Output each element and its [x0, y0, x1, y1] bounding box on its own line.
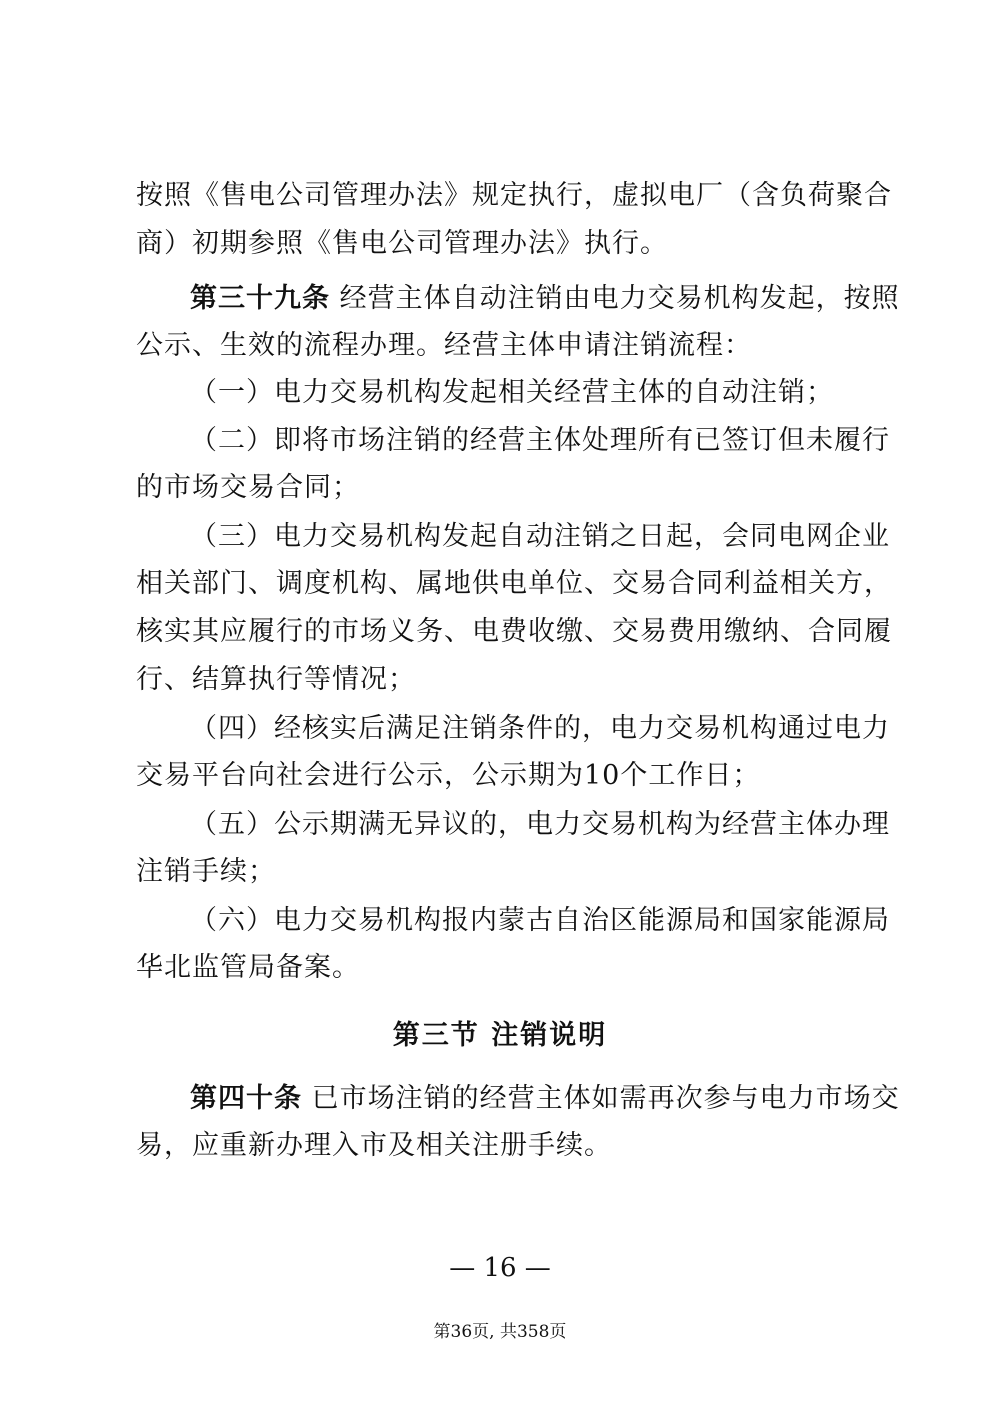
text-line: 按照《售电公司管理办法》规定执行，虚拟电厂（含负荷聚合 [136, 180, 892, 211]
list-item-3: （三）电力交易机构发起自动注销之日起，会同电网企业 [190, 521, 890, 552]
list-item-6: （六）电力交易机构报内蒙古自治区能源局和国家能源局 [190, 905, 890, 936]
text-line: 行、结算执行等情况； [136, 664, 416, 695]
article-39-line [190, 275, 900, 323]
article-40-line [190, 1075, 900, 1123]
list-item-1: （一）电力交易机构发起相关经营主体的自动注销； [190, 377, 834, 408]
article-40-heading: 第四十条 [190, 1083, 302, 1114]
text-line: 易，应重新办理入市及相关注册手续。 [136, 1130, 612, 1161]
page-number: — 16 — [449, 1253, 551, 1283]
list-item-5: （五）公示期满无异议的，电力交易机构为经营主体办理 [190, 809, 890, 840]
text-line: 核实其应履行的市场义务、电费收缴、交易费用缴纳、合同履 [136, 616, 892, 647]
article-39-text: 经营主体自动注销由电力交易机构发起，按照 [330, 283, 900, 314]
text-line: 的市场交易合同； [136, 472, 360, 503]
text-line: 相关部门、调度机构、属地供电单位、交易合同利益相关方， [136, 568, 892, 599]
text-line: 注销手续； [136, 856, 276, 887]
text-line: 公示、生效的流程办理。经营主体申请注销流程： [136, 330, 752, 361]
article-40-text: 已市场注销的经营主体如需再次参与电力市场交 [302, 1083, 900, 1114]
text-line: 华北监管局备案。 [136, 952, 360, 983]
section-heading: 第三节 注销说明 [392, 1020, 608, 1051]
page-footer: 第36页, 共358页 [433, 1322, 567, 1342]
list-item-4: （四）经核实后满足注销条件的，电力交易机构通过电力 [190, 713, 890, 744]
text-line: 商）初期参照《售电公司管理办法》执行。 [136, 228, 668, 259]
text-line: 交易平台向社会进行公示，公示期为10个工作日； [136, 760, 761, 791]
list-item-2: （二）即将市场注销的经营主体处理所有已签订但未履行 [190, 425, 890, 456]
article-39-heading: 第三十九条 [190, 283, 330, 314]
